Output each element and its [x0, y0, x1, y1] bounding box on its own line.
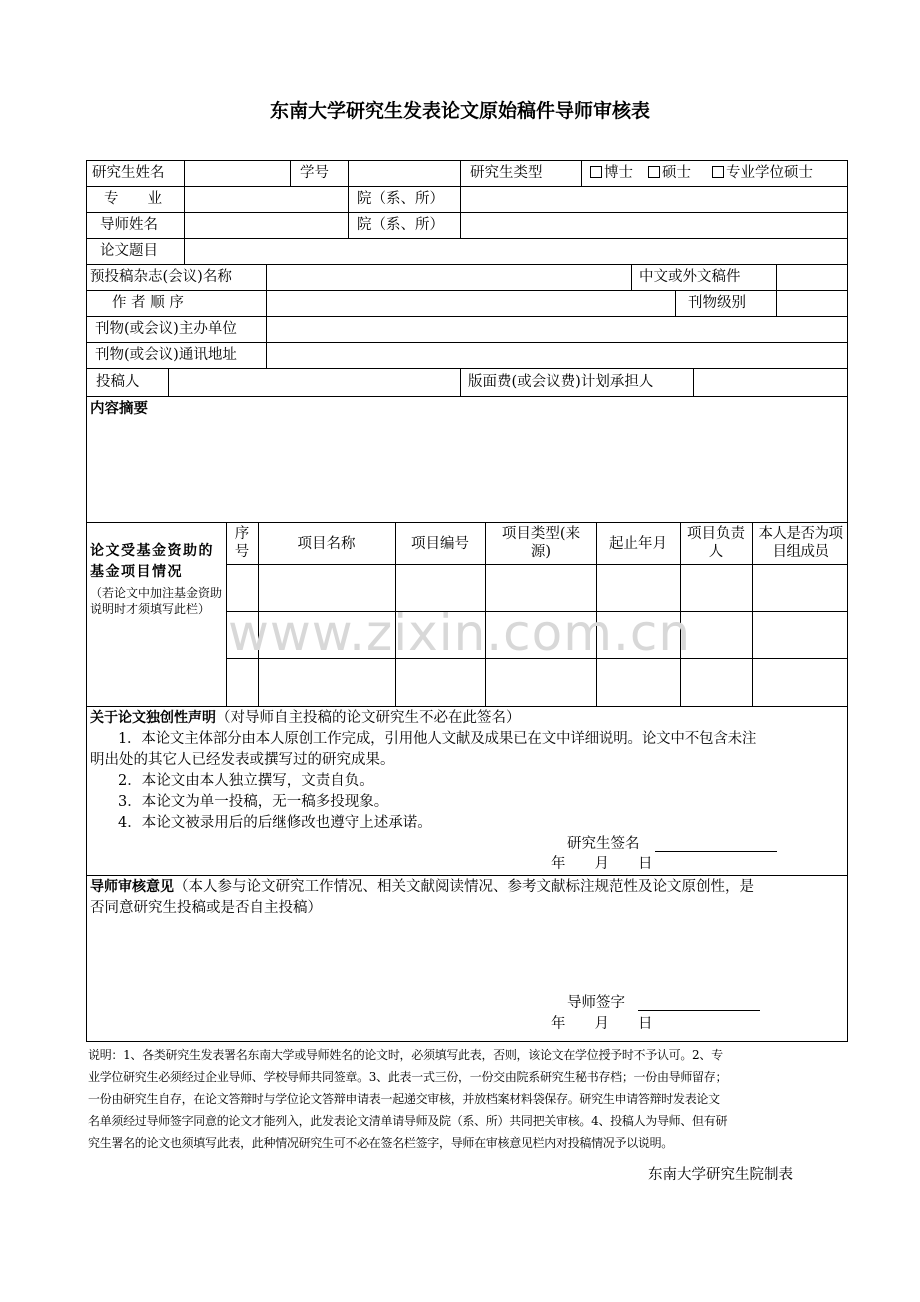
major-dept-label: 院（系、所）: [357, 191, 444, 207]
notes-line-3: 一份由研究生自存，在论文答辩时与学位论文答辩申请表一起递交审核，并放档案材料袋保存。研究生申请答辩时发表论文: [88, 1092, 720, 1106]
footer-issuer: 东南大学研究生院制表: [648, 1167, 793, 1183]
review-heading-cont: 否同意研究生投稿或是否自主投稿）: [90, 900, 322, 916]
watermark: www.zixin.com.cn: [228, 604, 692, 662]
notes-line-2: 业学位研究生必须经过企业导师、学校导师共同签章。3、此表一式三份，一份交由院系研究生秘书存档；一份由导师留存；: [88, 1070, 728, 1084]
fund-header-period: 起止年月: [609, 536, 667, 552]
advisor-name-label: 导师姓名: [100, 217, 158, 233]
submitter-label: 投稿人: [96, 374, 140, 390]
advisor-signature-line[interactable]: [638, 1010, 760, 1011]
journal-name-label: 预投稿杂志(会议)名称: [90, 269, 232, 285]
fund-header-index: 序号: [234, 526, 250, 560]
student-name-label: 研究生姓名: [92, 165, 165, 181]
student-signature-date: 年 月 日: [551, 856, 653, 872]
student-type-label: 研究生类型: [470, 165, 543, 181]
journal-level-label: 刊物级别: [688, 295, 746, 311]
advisor-signature-label: 导师签字: [567, 995, 625, 1011]
advisor-dept-label: 院（系、所）: [357, 217, 444, 233]
fund-header-project-name: 项目名称: [297, 536, 356, 552]
student-signature-line[interactable]: [655, 851, 777, 852]
manuscript-language-label: 中文或外文稿件: [639, 269, 741, 285]
declaration-heading: 关于论文独创性声明（对导师自主投稿的论文研究生不必在此签名）: [90, 710, 521, 726]
notes-block: [88, 1044, 844, 1154]
page-title: 东南大学研究生发表论文原始稿件导师审核表: [269, 100, 650, 122]
declaration-item-3: 3．本论文为单一投稿，无一稿多投现象。: [118, 794, 389, 810]
option-professional-master[interactable]: 专业学位硕士: [712, 164, 813, 182]
checkbox-doctor[interactable]: [590, 166, 602, 178]
fund-header-project-type: 项目类型(来源): [501, 526, 581, 560]
review-heading: 导师审核意见（本人参与论文研究工作情况、相关文献阅读情况、参考文献标注规范性及论文原创性，是: [90, 879, 754, 895]
option-doctor[interactable]: 博士: [590, 164, 633, 182]
fund-header-project-number: 项目编号: [411, 536, 469, 552]
checkbox-professional-master[interactable]: [712, 166, 724, 178]
student-signature-label: 研究生签名: [567, 836, 640, 852]
author-order-label: 作 者 顺 序: [112, 295, 184, 311]
organizer-label: 刊物(或会议)主办单位: [95, 321, 237, 337]
checkbox-master[interactable]: [648, 166, 660, 178]
declaration-item-2: 2．本论文由本人独立撰写，文责自负。: [118, 773, 374, 789]
fund-section-note: （若论文中加注基金资助说明时才须填写此栏）: [90, 586, 223, 616]
mailing-address-label: 刊物(或会议)通讯地址: [95, 347, 237, 363]
thesis-title-label: 论文题目: [100, 243, 158, 259]
fund-header-leader: 项目负责人: [687, 526, 745, 560]
major-label: 专 业: [104, 191, 162, 207]
advisor-signature-date: 年 月 日: [551, 1016, 653, 1032]
fund-header-member: 本人是否为项目组成员: [758, 526, 843, 560]
declaration-item-4: 4．本论文被录用后的后继修改也遵守上述承诺。: [118, 815, 432, 831]
abstract-label: 内容摘要: [90, 401, 148, 417]
fee-bearer-label: 版面费(或会议费)计划承担人: [468, 374, 654, 390]
declaration-item-1-cont: 明出处的其它人已经发表或撰写过的研究成果。: [90, 752, 395, 768]
student-id-label: 学号: [300, 165, 329, 181]
notes-line-4: 名单须经过导师签字同意的论文才能列入，此发表论文清单请导师及院（系、所）共同把关审核。4、投稿人为导师、但有研: [88, 1114, 728, 1128]
declaration-item-1: 1．本论文主体部分由本人原创工作完成，引用他人文献及成果已在文中详细说明。论文中不包含未注: [118, 731, 757, 747]
notes-line-1: 说明：1、各类研究生发表署名东南大学或导师姓名的论文时，必须填写此表，否则，该论文在学位授予时不予认可。2、专: [88, 1048, 723, 1062]
fund-section-label: 论文受基金资助的基金项目情况: [90, 543, 214, 580]
option-master[interactable]: 硕士: [648, 164, 691, 182]
notes-line-5: 究生署名的论文也须填写此表，此种情况研究生可不必在签名栏签字，导师在审核意见栏内对投稿情况予以说明。: [88, 1136, 674, 1150]
